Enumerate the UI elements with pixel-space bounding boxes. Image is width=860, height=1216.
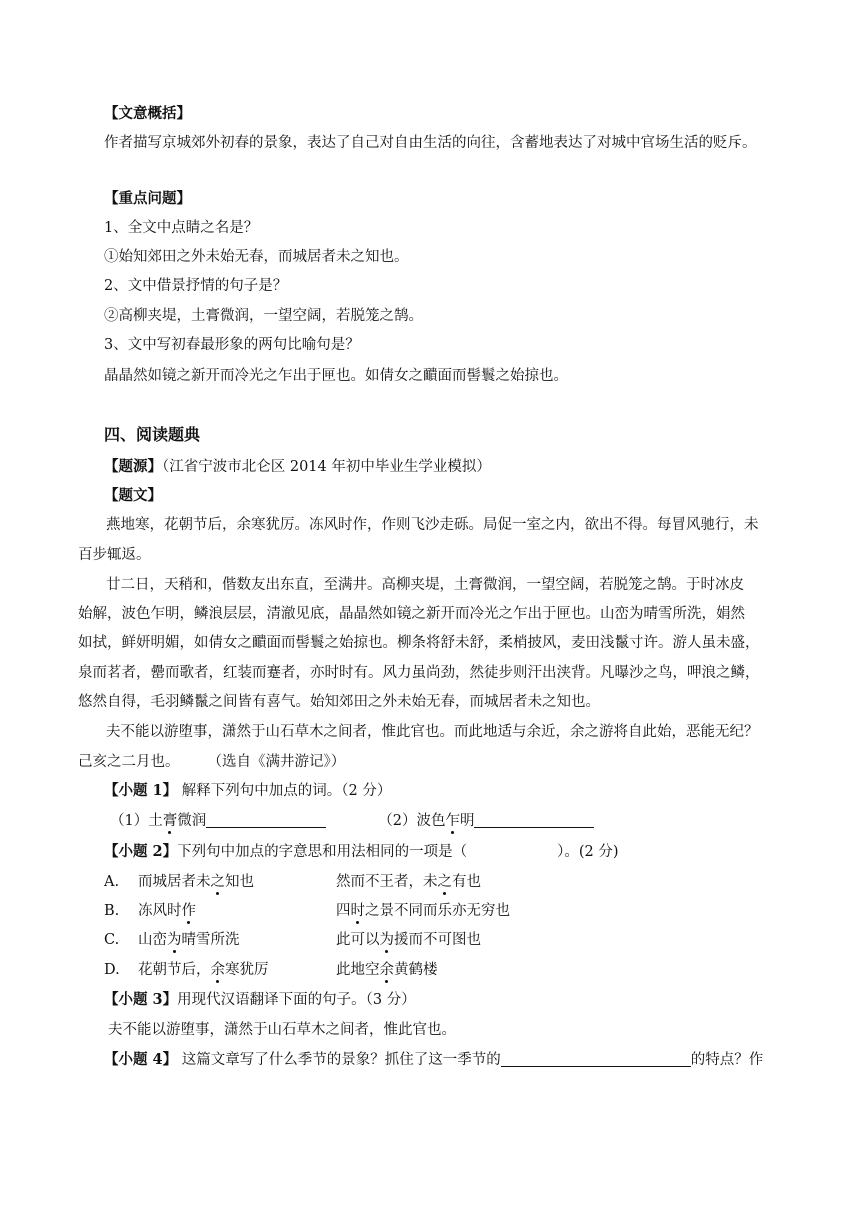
question-2: [104, 842, 619, 862]
q2-option-a-right-end: 有也: [452, 874, 481, 890]
q1-item1-text-end: 微润: [177, 813, 207, 829]
question-1-prompt: 解释下列句中加点的词。（2 分）: [177, 783, 392, 799]
question-3: [104, 990, 416, 1010]
question-3-label: 【小题 3】: [104, 991, 178, 1008]
q2-option-d[interactable]: [104, 960, 438, 980]
q2-option-d-left-dot: 余: [210, 962, 225, 978]
question-4-answer-blank[interactable]: [501, 1050, 691, 1067]
q1-item1-text: （1）土: [110, 813, 163, 829]
q2-option-c-left-end: 晴雪所洗: [181, 932, 240, 948]
q2-option-d-right-dot: 余: [379, 962, 394, 978]
passage-date: 己亥之二月也。: [78, 754, 180, 770]
question-4-prompt-end: 的特点？作: [690, 1052, 764, 1068]
q2-option-a-left-end: 知也: [225, 874, 254, 890]
key-question-2: 2、文中借景抒情的句子是？: [104, 278, 288, 294]
q2-option-b-right-dot: 时: [350, 903, 365, 919]
question-1-items: [110, 811, 594, 831]
question-3-sentence: 夫不能以游堕事，潇然于山石草木之间者，惟此官也。: [108, 1022, 456, 1038]
key-question-3: 3、文中写初春最形象的两句比喻句是？: [104, 337, 360, 353]
q2-option-c-left: 山峦: [138, 932, 167, 948]
question-3-prompt: 用现代汉语翻译下面的句子。（3 分）: [177, 992, 416, 1008]
q1-item2-text-end: 明: [459, 813, 475, 829]
passage-p2-line5: 悠然自得，毛羽鳞鬣之间皆有喜气。始知郊田之外未始无春，而城居者未之知也。: [78, 694, 600, 710]
key-questions-heading: 【重点问题】: [104, 190, 191, 207]
passage-p1-line2: 百步辄返。: [78, 547, 151, 563]
q2-option-a-letter: A.: [104, 874, 120, 890]
q2-option-d-right-end: 黄鹤楼: [394, 962, 438, 978]
source-label: 【题源】: [104, 458, 162, 475]
q2-option-c-left-dot: 为: [167, 932, 182, 948]
q2-option-b-left: 冻风时: [138, 903, 182, 919]
q2-option-b-letter: B.: [104, 903, 120, 919]
question-2-prompt: 下列句中加点的字意思和用法相同的一项是（: [177, 844, 468, 860]
question-2-label: 【小题 2】: [104, 843, 178, 860]
q2-option-a-left-dot: 之: [210, 874, 225, 890]
question-2-prompt-end: ）。(2 分): [557, 844, 619, 860]
q1-item2-dotted-char: 乍: [445, 813, 460, 829]
passage-p2-line2: 始解，波色乍明，鳞浪层层，清澈见底，晶晶然如镜之新开而冷光之乍出于匣也。山峦为晴雪所洗，娟然: [78, 606, 745, 622]
text-label: 【题文】: [104, 487, 162, 504]
passage-p1-line1: 燕地寒，花朝节后，余寒犹厉。冻风时作，作则飞沙走砾。局促一室之内，欲出不得。每冒风驰行，未: [106, 517, 759, 533]
q2-option-d-left: 花朝节后，: [138, 962, 211, 978]
question-4-label: 【小题 4】: [104, 1051, 178, 1068]
passage-p3-line2: [78, 752, 345, 772]
q2-option-a[interactable]: [104, 872, 481, 892]
key-question-1: 1、全文中点睛之名是？: [104, 220, 259, 236]
q2-option-a-left: 而城居者未: [138, 874, 211, 890]
key-answer-3: 晶晶然如镜之新开而冷光之乍出于匣也。如倩女之靧面而髻鬟之始掠也。: [104, 368, 568, 384]
q2-option-b[interactable]: [104, 901, 510, 921]
q2-option-c-right: 此可以: [336, 932, 380, 948]
q2-option-d-right: 此地空: [336, 962, 380, 978]
q2-option-a-right: 然而不王者，未: [336, 874, 438, 890]
passage-p2-line3: 如拭，鲜妍明媚，如倩女之靧面而髻鬟之始掠也。柳条将舒未舒，柔梢披风，麦田浅鬣寸许。游人虽未盛，: [78, 635, 760, 651]
passage-citation: （选自《满井游记》）: [207, 754, 346, 770]
source-text: （江省宁波市北仑区 2014 年初中毕业生学业模拟）: [162, 459, 491, 475]
q2-option-d-letter: D.: [104, 962, 120, 978]
passage-p2-line4: 泉而茗者，罍而歌者，红装而蹇者，亦时时有。风力虽尚劲，然徒步则汗出浃背。凡曝沙之鸟，呷浪之鳞，: [78, 665, 760, 681]
key-answer-1: ①始知郊田之外未始无春，而城居者未之知也。: [104, 249, 409, 265]
passage-p2-line1: 廿二日，天稍和，偕数友出东直，至满井。高柳夹堤，土膏微润，一望空阔，若脱笼之鹄。于时冰皮: [106, 577, 744, 593]
section-title: 四、阅读题典: [104, 425, 201, 444]
q1-item1-dotted-char: 膏: [162, 813, 178, 829]
question-4: [104, 1050, 763, 1070]
q2-option-c-right-end: 援而不可图也: [394, 932, 481, 948]
key-answer-2: ②高柳夹堤，土膏微润，一望空阔，若脱笼之鹄。: [104, 308, 423, 324]
q1-item2-text: （2）波色: [378, 813, 446, 829]
q2-option-b-right-end: 之景不同而乐亦无穷也: [365, 903, 510, 919]
q1-item2-answer-blank[interactable]: [474, 811, 594, 828]
summary-text: 作者描写京城郊外初春的景象，表达了自己对自由生活的向往，含蓄地表达了对城中官场生活的贬斥。: [104, 135, 757, 151]
summary-heading: 【文意概括】: [104, 105, 191, 122]
q2-option-d-left-end: 寒犹厉: [225, 962, 269, 978]
q2-option-c-letter: C.: [104, 932, 120, 948]
question-1-label: 【小题 1】: [104, 782, 178, 799]
q2-option-c[interactable]: [104, 930, 481, 950]
q2-option-c-right-dot: 为: [379, 932, 394, 948]
passage-p3-line1: 夫不能以游堕事，潇然于山石草木之间者，惟此官也。而此地适与余近，余之游将自此始，恶能无纪？: [106, 724, 759, 740]
question-1: [104, 781, 391, 801]
question-4-prompt: 这篇文章写了什么季节的景象？抓住了这一季节的: [177, 1052, 501, 1068]
q2-option-a-right-dot: 之: [437, 874, 452, 890]
q1-item1-answer-blank[interactable]: [206, 811, 326, 828]
q2-option-b-right: 四: [336, 903, 351, 919]
source-line: [104, 457, 491, 477]
q2-option-b-left-dot: 作: [181, 903, 196, 919]
